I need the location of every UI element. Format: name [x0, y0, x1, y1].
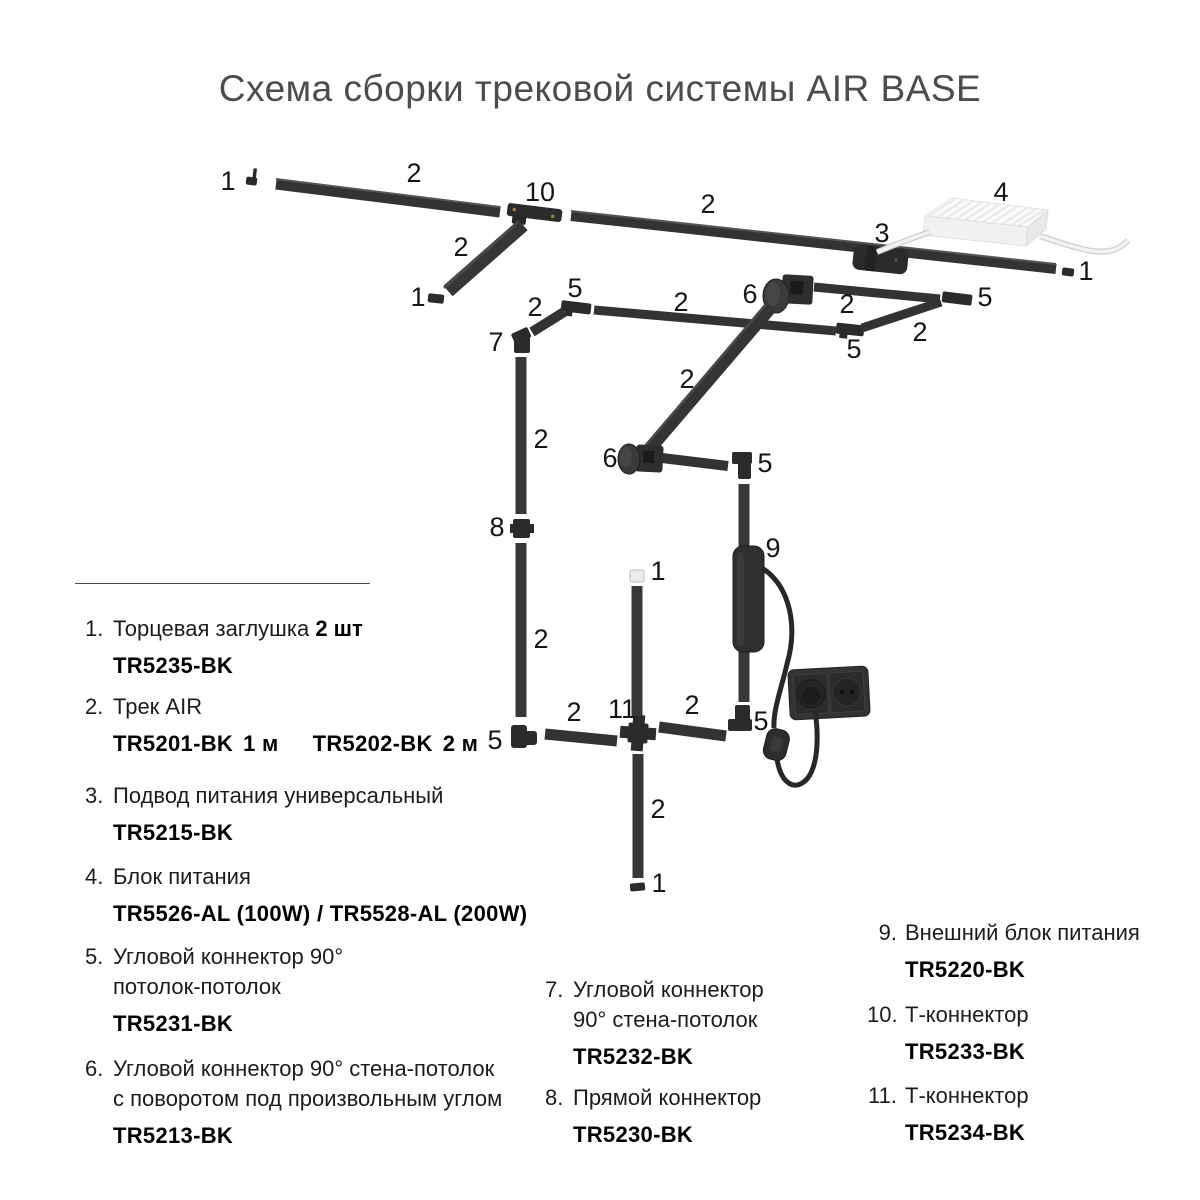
legend-name: Т-коннектор — [905, 1002, 1029, 1027]
legend-item-6 — [85, 1054, 502, 1151]
legend-item-8 — [545, 1083, 761, 1150]
track-mid-horizontal — [594, 310, 836, 331]
end-cap-branch-icon — [428, 293, 445, 304]
diagram-callout-5: 5 — [977, 282, 993, 312]
legend-code: TR5234-BK — [905, 1120, 1026, 1145]
end-cap-top-right-icon — [1062, 267, 1075, 276]
diagram-callout-5: 5 — [753, 706, 769, 736]
diagram-callout-1: 1 — [220, 166, 236, 196]
page-title: Схема сборки трековой системы AIR BASE — [218, 68, 982, 109]
legend-length: 2 м — [442, 731, 479, 756]
legend-name: Прямой коннектор — [573, 1085, 762, 1110]
legend-code: TR5202-BK — [312, 731, 433, 756]
legend-name: Внешний блок питания — [905, 920, 1140, 945]
legend-name: Подвод питания универсальный — [113, 783, 444, 808]
track-bottom-left-horizontal — [545, 734, 617, 741]
diagram-callout-2: 2 — [650, 794, 666, 824]
power-supply-4-icon — [923, 198, 1048, 246]
diagram-callout-2: 2 — [912, 317, 928, 347]
legend-num: 7. — [545, 977, 564, 1002]
corner-connector-7-icon — [511, 327, 532, 353]
diagram-callout-2: 2 — [527, 292, 543, 322]
legend-num: 6. — [85, 1056, 104, 1081]
diagram-callout-8: 8 — [489, 512, 505, 542]
legend-qty: 2 шт — [315, 616, 363, 641]
diagram-callout-2: 2 — [453, 232, 469, 262]
diagram-callout-5: 5 — [487, 725, 503, 755]
swivel-connector-6-lower-icon — [618, 444, 664, 474]
legend-name: Трек AIR — [113, 694, 203, 719]
track-upper-right-horizontal — [814, 287, 940, 299]
diagram-callout-6: 6 — [742, 279, 758, 309]
track-bottom-right-horizontal — [659, 727, 726, 736]
diagram-callout-2: 2 — [839, 289, 855, 319]
legend-num: 11. — [868, 1083, 897, 1108]
legend-num: 9. — [878, 920, 897, 945]
corner-connector-5f-icon — [732, 452, 752, 479]
diagram-callout-4: 4 — [993, 177, 1009, 207]
legend-item-7 — [545, 975, 764, 1072]
legend-item-4 — [85, 862, 527, 929]
end-cap-center-bottom-icon — [630, 882, 646, 891]
legend-name-line2: потолок-потолок — [113, 974, 281, 999]
legend-num: 8. — [545, 1085, 564, 1110]
diagram-callout-1: 1 — [1078, 256, 1094, 286]
track-lower-6-horizontal — [662, 458, 728, 466]
legend-num: 4. — [85, 864, 104, 889]
legend-code: TR5232-BK — [573, 1044, 694, 1069]
diagram-callout-2: 2 — [533, 624, 549, 654]
legend-num: 5. — [85, 944, 104, 969]
end-cap-top-left-icon — [246, 167, 259, 185]
legend-name: Торцевая заглушка — [113, 616, 310, 641]
legend-item-5 — [85, 942, 343, 1039]
legend-item-1 — [85, 614, 363, 681]
legend-num: 10. — [867, 1002, 898, 1027]
diagram-callout-1: 1 — [651, 868, 667, 898]
legend-length: 1 м — [243, 731, 279, 756]
legend-code: TR5231-BK — [113, 1011, 234, 1036]
legend-item-3 — [85, 781, 443, 848]
track-diagonal-right — [862, 302, 941, 328]
legend-divider — [75, 583, 370, 584]
legend-name: Блок питания — [113, 864, 251, 889]
corner-connector-5e-icon — [942, 291, 973, 306]
diagram-callout-2: 2 — [700, 189, 716, 219]
power-cord-upper — [762, 568, 792, 728]
legend-item-10 — [867, 1000, 1029, 1067]
corner-connector-5g-icon — [728, 705, 752, 731]
legend-name: Угловой коннектор 90° стена-потолок — [113, 1056, 495, 1081]
legend-code: TR5233-BK — [905, 1039, 1026, 1064]
legend-num: 1. — [85, 616, 104, 641]
diagram-callout-2: 2 — [679, 364, 695, 394]
legend-name-line2: 90° стена-потолок — [573, 1007, 758, 1032]
diagram-callout-9: 9 — [765, 533, 781, 563]
diagram-callout-10: 10 — [524, 177, 556, 207]
diagram-callout-6: 6 — [602, 443, 618, 473]
legend-num: 2. — [85, 694, 104, 719]
legend-code: TR5526-AL (100W) / TR5528-AL (200W) — [113, 901, 528, 926]
diagram-callout-2: 2 — [533, 424, 549, 454]
straight-connector-8-icon — [510, 519, 534, 538]
legend-code: TR5230-BK — [573, 1122, 694, 1147]
diagram-callout-2: 2 — [566, 697, 582, 727]
diagram-callout-5: 5 — [846, 334, 862, 364]
legend-code: TR5213-BK — [113, 1123, 234, 1148]
legend-name: Угловой коннектор — [573, 977, 764, 1002]
legend-item-11 — [867, 1081, 1029, 1148]
legend-code: TR5215-BK — [113, 820, 234, 845]
legend-code: TR5235-BK — [113, 653, 234, 678]
diagram-callout-2: 2 — [673, 287, 689, 317]
diagram-callout-11: 11 — [607, 694, 637, 724]
legend-code: TR5220-BK — [905, 957, 1026, 982]
external-psu-9-icon — [733, 546, 764, 652]
diagram-callout-7: 7 — [488, 327, 504, 357]
legend-code: TR5201-BK — [113, 731, 234, 756]
legend-item-2 — [85, 692, 478, 759]
diagram-callout-2: 2 — [684, 690, 700, 720]
diagram-callout-5: 5 — [757, 448, 773, 478]
legend-item-9 — [867, 918, 1140, 985]
diagram-callout-1: 1 — [650, 556, 666, 586]
diagram-callout-2: 2 — [406, 158, 422, 188]
swivel-arm-track — [642, 304, 771, 453]
wall-socket-icon — [788, 666, 871, 720]
diagram-callout-1: 1 — [410, 282, 426, 312]
legend-name: Угловой коннектор 90° — [113, 944, 344, 969]
legend-name: Т-коннектор — [905, 1083, 1029, 1108]
track-top-left — [276, 179, 500, 212]
diagram-callout-3: 3 — [874, 218, 890, 248]
legend-name-line2: с поворотом под произвольным углом — [113, 1086, 503, 1111]
end-cap-center-top-icon — [630, 570, 644, 582]
corner-connector-5b-icon — [511, 725, 537, 748]
diagram-callout-5: 5 — [567, 273, 583, 303]
legend-num: 3. — [85, 783, 104, 808]
